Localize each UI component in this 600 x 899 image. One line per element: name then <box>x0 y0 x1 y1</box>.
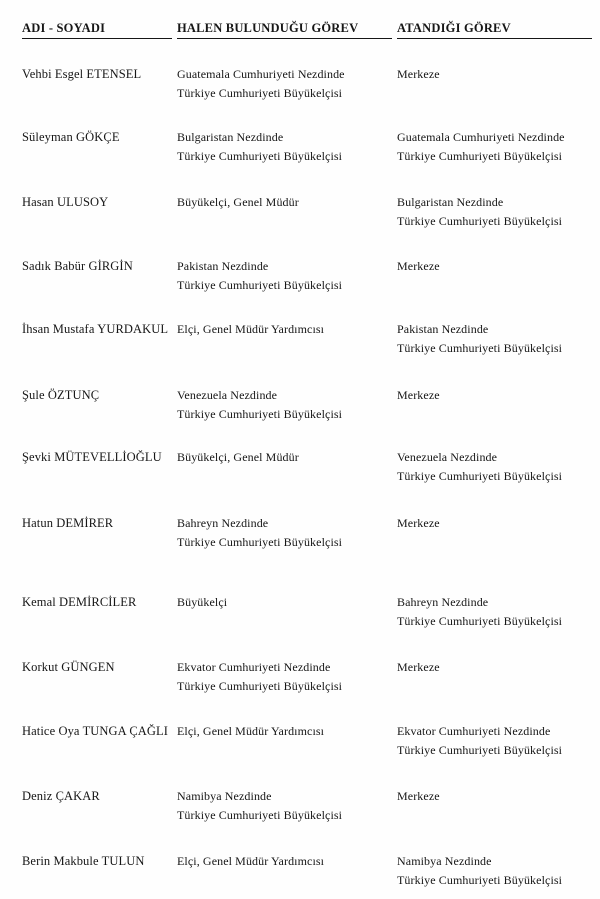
position-line-2: Türkiye Cumhuriyeti Büyükelçisi <box>177 86 343 100</box>
position-line-1: Merkeze <box>397 516 440 530</box>
position-line-1: Bahreyn Nezdinde <box>397 595 489 609</box>
current-position <box>177 65 392 103</box>
person-name: Hasan ULUSOY <box>22 195 109 209</box>
position-line-1: Merkeze <box>397 259 440 273</box>
assigned-position <box>397 257 592 276</box>
position-line-1: Pakistan Nezdinde <box>177 259 269 273</box>
current-position <box>177 448 392 467</box>
position-line-2: Türkiye Cumhuriyeti Büyükelçisi <box>177 407 343 421</box>
position-line-1: Merkeze <box>397 388 440 402</box>
position-line-2: Türkiye Cumhuriyeti Büyükelçisi <box>177 808 343 822</box>
assigned-position <box>397 128 592 166</box>
position-line-1: Elçi, Genel Müdür Yardımcısı <box>177 854 325 868</box>
person-name: İhsan Mustafa YURDAKUL <box>22 322 169 336</box>
person-name: Şevki MÜTEVELLİOĞLU <box>22 450 162 464</box>
assigned-position <box>397 448 592 486</box>
current-position <box>177 128 392 166</box>
position-line-2: Türkiye Cumhuriyeti Büyükelçisi <box>177 149 343 163</box>
current-position <box>177 257 392 295</box>
person-name: Deniz ÇAKAR <box>22 789 100 803</box>
assigned-position <box>397 386 592 405</box>
position-line-1: Büyükelçi, Genel Müdür <box>177 450 299 464</box>
current-position <box>177 593 392 612</box>
person-name: Süleyman GÖKÇE <box>22 130 120 144</box>
column-header-name: ADI - SOYADI <box>22 21 172 39</box>
position-line-1: Elçi, Genel Müdür Yardımcısı <box>177 724 325 738</box>
column-header-assigned-position: ATANDIĞI GÖREV <box>397 21 592 39</box>
assigned-position <box>397 722 592 760</box>
current-position <box>177 193 392 212</box>
position-line-1: Namibya Nezdinde <box>397 854 492 868</box>
position-line-1: Büyükelçi, Genel Müdür <box>177 195 299 209</box>
position-line-1: Merkeze <box>397 660 440 674</box>
assigned-position <box>397 514 592 533</box>
column-header-current-position: HALEN BULUNDUĞU GÖREV <box>177 21 392 39</box>
current-position <box>177 722 392 741</box>
position-line-1: Bulgaristan Nezdinde <box>397 195 504 209</box>
position-line-1: Guatemala Cumhuriyeti Nezdinde <box>397 130 565 144</box>
position-line-2: Türkiye Cumhuriyeti Büyükelçisi <box>397 341 563 355</box>
current-position <box>177 787 392 825</box>
position-line-1: Pakistan Nezdinde <box>397 322 489 336</box>
position-line-1: Ekvator Cumhuriyeti Nezdinde <box>397 724 551 738</box>
position-line-1: Merkeze <box>397 67 440 81</box>
person-name: Korkut GÜNGEN <box>22 660 115 674</box>
position-line-1: Namibya Nezdinde <box>177 789 272 803</box>
person-name: Hatice Oya TUNGA ÇAĞLI <box>22 724 169 738</box>
position-line-1: Venezuela Nezdinde <box>177 388 278 402</box>
position-line-2: Türkiye Cumhuriyeti Büyükelçisi <box>397 469 563 483</box>
current-position <box>177 386 392 424</box>
person-name: Hatun DEMİRER <box>22 516 114 530</box>
position-line-2: Türkiye Cumhuriyeti Büyükelçisi <box>397 873 563 887</box>
current-position <box>177 320 392 339</box>
person-name: Sadık Babür GİRGİN <box>22 259 133 273</box>
position-line-1: Guatemala Cumhuriyeti Nezdinde <box>177 67 345 81</box>
current-position <box>177 658 392 696</box>
person-name: Berin Makbule TULUN <box>22 854 145 868</box>
position-line-1: Merkeze <box>397 789 440 803</box>
assigned-position <box>397 65 592 84</box>
position-line-1: Bulgaristan Nezdinde <box>177 130 284 144</box>
person-name: Şule ÖZTUNÇ <box>22 388 100 402</box>
position-line-1: Venezuela Nezdinde <box>397 450 498 464</box>
person-name: Vehbi Esgel ETENSEL <box>22 67 142 81</box>
current-position <box>177 514 392 552</box>
position-line-2: Türkiye Cumhuriyeti Büyükelçisi <box>397 149 563 163</box>
person-name: Kemal DEMİRCİLER <box>22 595 137 609</box>
position-line-2: Türkiye Cumhuriyeti Büyükelçisi <box>177 679 343 693</box>
position-line-1: Büyükelçi <box>177 595 228 609</box>
position-line-2: Türkiye Cumhuriyeti Büyükelçisi <box>177 278 343 292</box>
position-line-2: Türkiye Cumhuriyeti Büyükelçisi <box>397 214 563 228</box>
assigned-position <box>397 193 592 231</box>
position-line-2: Türkiye Cumhuriyeti Büyükelçisi <box>177 535 343 549</box>
position-line-2: Türkiye Cumhuriyeti Büyükelçisi <box>397 743 563 757</box>
assigned-position <box>397 852 592 890</box>
assigned-position <box>397 787 592 806</box>
position-line-1: Bahreyn Nezdinde <box>177 516 269 530</box>
position-line-1: Ekvator Cumhuriyeti Nezdinde <box>177 660 331 674</box>
assigned-position <box>397 658 592 677</box>
current-position <box>177 852 392 871</box>
assigned-position <box>397 593 592 631</box>
position-line-1: Elçi, Genel Müdür Yardımcısı <box>177 322 325 336</box>
position-line-2: Türkiye Cumhuriyeti Büyükelçisi <box>397 614 563 628</box>
assigned-position <box>397 320 592 358</box>
